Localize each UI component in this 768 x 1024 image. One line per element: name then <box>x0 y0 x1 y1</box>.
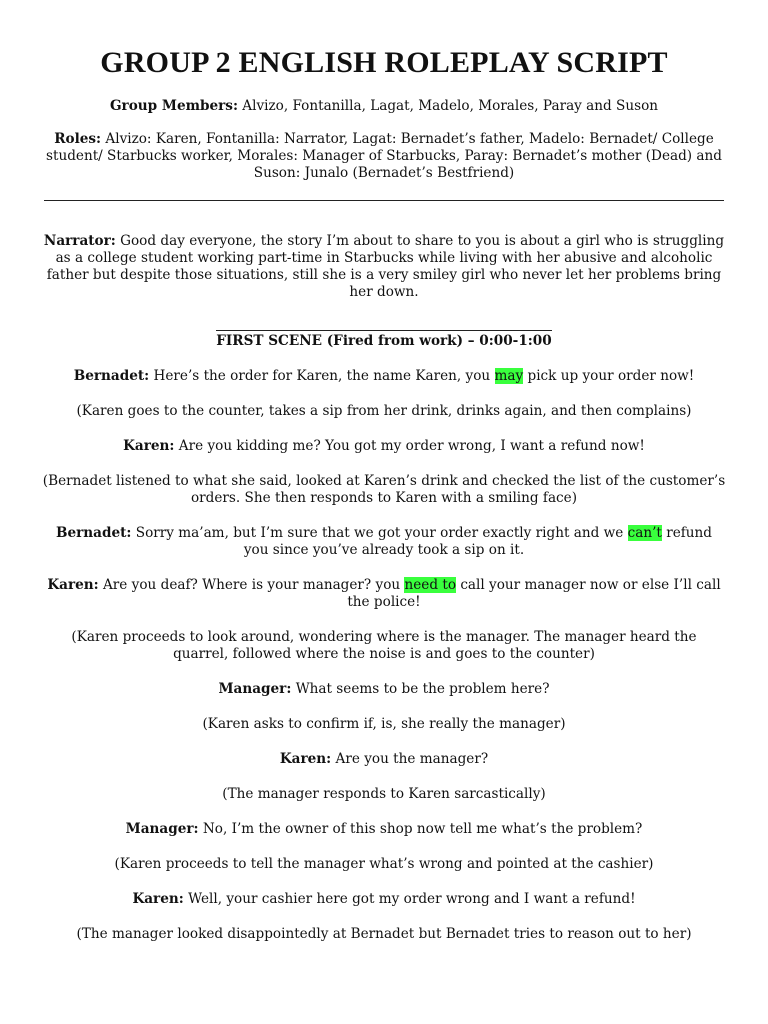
dialogue-line <box>42 821 726 838</box>
dialogue-text: No, I’m the owner of this shop now tell me what’s the problem? <box>198 821 643 837</box>
dialogue-text: call your manager now or else I’ll call the police! <box>347 577 721 610</box>
stage-direction: (Bernadet listened to what she said, looked at Karen’s drink and checked the list of the customer’s orders. She then responds to Karen with a smiling face) <box>42 473 726 506</box>
speaker-label: Manager: <box>125 821 199 837</box>
group-members-label: Group Members: <box>109 98 238 114</box>
scene-heading: FIRST SCENE (Fired from work) – 0:00-1:00 <box>216 330 551 350</box>
speaker-label: Bernadet: <box>73 368 150 384</box>
dialogue-text: Sorry ma’am, but I’m sure that we got your order exactly right and we <box>131 525 628 541</box>
dialogue-text: Are you deaf? Where is your manager? you <box>98 577 405 593</box>
dialogue-text: Well, your cashier here got my order wrong and I want a refund! <box>183 891 636 907</box>
document-title: GROUP 2 ENGLISH ROLEPLAY SCRIPT <box>100 46 668 79</box>
stage-direction: (Karen proceeds to tell the manager what’s wrong and pointed at the cashier) <box>114 856 654 872</box>
dialogue-text: pick up your order now! <box>523 368 695 384</box>
stage-direction: (Karen goes to the counter, takes a sip from her drink, drinks again, and then complains) <box>76 403 692 419</box>
dialogue-line <box>42 681 726 698</box>
divider <box>44 200 724 201</box>
speaker-label: Manager: <box>218 681 292 697</box>
group-members <box>42 98 726 115</box>
highlighted-word: need to <box>404 577 456 593</box>
roles-label: Roles: <box>54 131 102 147</box>
dialogue-text: Are you kidding me? You got my order wrong, I want a refund now! <box>174 438 645 454</box>
stage-direction: (Karen proceeds to look around, wondering where is the manager. The manager heard the quarrel, followed where the noise is and goes to the counter) <box>71 629 697 662</box>
dialogue-line <box>42 438 726 455</box>
stage-direction: (The manager looked disappointedly at Bernadet but Bernadet tries to reason out to her) <box>76 926 692 942</box>
speaker-label: Karen: <box>132 891 184 907</box>
dialogue-text: Are you the manager? <box>331 751 489 767</box>
dialogue-line <box>42 751 726 768</box>
speaker-label: Bernadet: <box>55 525 132 541</box>
dialogue-text: refund you since you’ve already took a sip on it. <box>243 525 712 558</box>
stage-direction: (Karen asks to confirm if, is, she really the manager) <box>202 716 566 732</box>
roles <box>42 131 726 182</box>
dialogue-line <box>42 368 726 385</box>
scene-heading-wrap <box>42 330 726 350</box>
speaker-label: Karen: <box>123 438 175 454</box>
roles-text: Alvizo: Karen, Fontanilla: Narrator, Lagat: Bernadet’s father, Madelo: Bernadet/ College student/ Starbucks worker, Morales: Manager of Starbucks, Paray: Bernadet’s mother (Dead) and Suson: Junalo (Bernadet’s Bestfriend) <box>46 131 722 181</box>
highlighted-word: may <box>494 368 524 384</box>
dialogue-line <box>42 525 726 559</box>
dialogue-text: Good day everyone, the story I’m about to share to you is about a girl who is struggling as a college student working part-time in Starbucks while living with her abusive and alcoholic father but despite those situations, still she is a very smiley girl who never let her problems bring her down. <box>46 233 725 300</box>
dialogue-line <box>42 577 726 611</box>
stage-direction: (The manager responds to Karen sarcastically) <box>222 786 546 802</box>
highlighted-word: can’t <box>627 525 662 541</box>
narrator-intro <box>42 233 726 301</box>
speaker-label: Karen: <box>279 751 332 767</box>
dialogue-text: What seems to be the problem here? <box>291 681 550 697</box>
dialogue-line <box>42 891 726 908</box>
speaker-label: Karen: <box>47 577 99 593</box>
group-members-text: Alvizo, Fontanilla, Lagat, Madelo, Morales, Paray and Suson <box>237 98 659 114</box>
dialogue-text: Here’s the order for Karen, the name Karen, you <box>149 368 495 384</box>
speaker-label: Narrator: <box>43 233 116 249</box>
